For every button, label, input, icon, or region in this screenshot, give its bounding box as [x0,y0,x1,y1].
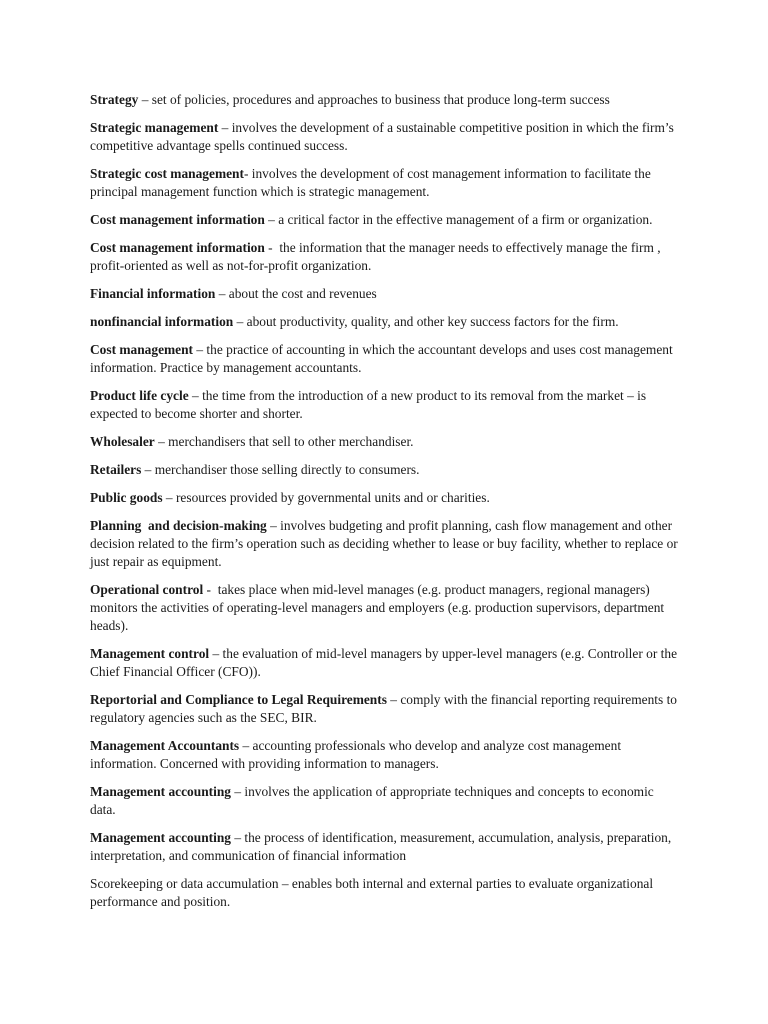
glossary-entry [90,387,680,423]
entry-definition: resources provided by governmental units and or charities. [175,490,490,505]
entry-term: Product life cycle [90,388,189,403]
glossary-entry [90,285,680,303]
entry-definition: the information that the manager needs to effectively manage the firm , profit-oriented as well as not-for-profit organization. [90,240,661,273]
entry-definition: the evaluation of mid-level managers by upper-level managers (e.g. Controller or the Chief Financial Officer (CFO)). [90,646,678,679]
entry-term: Management control [90,646,210,661]
entry-separator: – [386,692,401,707]
entry-separator: – [266,518,281,533]
glossary-entry [90,91,680,109]
glossary-entry [90,239,680,275]
entry-definition: about productivity, quality, and other key success factors for the firm. [246,314,619,329]
entry-definition: comply with the financial reporting requirements to regulatory agencies such as the SEC, BIR. [90,692,677,725]
entry-term: Wholesaler [90,434,155,449]
entry-term: Cost management information [90,240,265,255]
entry-definition: involves the development of a sustainable competitive position in which the firm’s competitive advantage spells continued success. [90,120,674,153]
entry-separator: – [215,286,229,301]
entry-definition: involves the application of appropriate techniques and concepts to economic data. [90,784,654,817]
entry-separator: – [230,830,245,845]
entry-term: Operational control [90,582,204,597]
entry-separator: – [138,92,152,107]
entry-definition: accounting professionals who develop and analyze cost management information. Concerned with providing information to managers. [90,738,622,771]
glossary-entry [90,517,680,571]
entry-term: Cost management [90,342,194,357]
entry-term: Cost management information [90,212,265,227]
entry-separator: – [233,314,247,329]
entry-separator: - [243,166,252,181]
entry-term: Management accounting [90,784,231,799]
entry-definition: involves budgeting and profit planning, cash flow management and other decision related to the firm’s operation such as deciding whether to lease or buy facility, whether to replace or just repair as equipment. [90,518,678,569]
glossary-entry [90,737,680,773]
entry-definition: takes place when mid-level manages (e.g. product managers, regional managers) monitors the activities of operating-level managers and employers (e.g. production supervisors, department heads). [90,582,665,633]
entry-separator: – [230,784,245,799]
entry-definition: the time from the introduction of a new product to its removal from the market – is expected to become shorter and shorter. [90,388,647,421]
entry-term: nonfinancial information [90,314,234,329]
entry-separator: – [162,490,176,505]
entry-definition: about the cost and revenues [228,286,377,301]
document-page [90,91,680,921]
entry-separator: - [203,582,218,597]
entry-term: Management accounting [90,830,231,845]
entry-term: Planning and decision-making [90,518,267,533]
entry-separator: - [264,240,280,255]
entry-term: Public goods [90,490,163,505]
entry-definition: the practice of accounting in which the accountant develops and uses cost management information. Practice by management accountants. [90,342,673,375]
entry-separator: – [264,212,279,227]
entry-separator: – [239,738,253,753]
glossary-entry [90,433,680,451]
entry-separator: – [218,120,232,135]
glossary-entry [90,581,680,635]
entry-term: Management Accountants [90,738,240,753]
entry-separator: – [193,342,207,357]
glossary-entry [90,783,680,819]
entry-definition: merchandiser those selling directly to consumers. [154,462,420,477]
entry-separator: – [154,434,169,449]
glossary-entry [90,645,680,681]
glossary-entry [90,119,680,155]
entry-separator: – [209,646,223,661]
entry-separator: – [188,388,203,403]
entry-term: Strategic cost management [90,166,244,181]
entry-definition: a critical factor in the effective management of a firm or organization. [278,212,653,227]
glossary-entry [90,341,680,377]
glossary-entry [90,313,680,331]
entry-term: Reportorial and Compliance to Legal Requirements [90,692,387,707]
entry-term: Strategy [90,92,139,107]
entry-term: Strategic management [90,120,219,135]
entry-separator: – [141,462,155,477]
entry-definition: merchandisers that sell to other merchandiser. [168,434,414,449]
glossary-entry [90,211,680,229]
entry-definition: set of policies, procedures and approaches to business that produce long-term success [151,92,610,107]
entry-definition: involves the development of cost management information to facilitate the principal management function which is strategic management. [90,166,651,199]
entry-term: Retailers [90,462,142,477]
glossary-entry [90,875,680,911]
glossary-entry [90,489,680,507]
glossary-entry [90,829,680,865]
entry-definition: Scorekeeping or data accumulation – enables both internal and external parties to evaluate organizational performance and position. [90,876,654,909]
glossary-entry [90,461,680,479]
glossary-entry [90,165,680,201]
glossary-entry [90,691,680,727]
entry-term: Financial information [90,286,216,301]
entry-definition: the process of identification, measurement, accumulation, analysis, preparation, interpretation, and communication of financial information [90,830,672,863]
